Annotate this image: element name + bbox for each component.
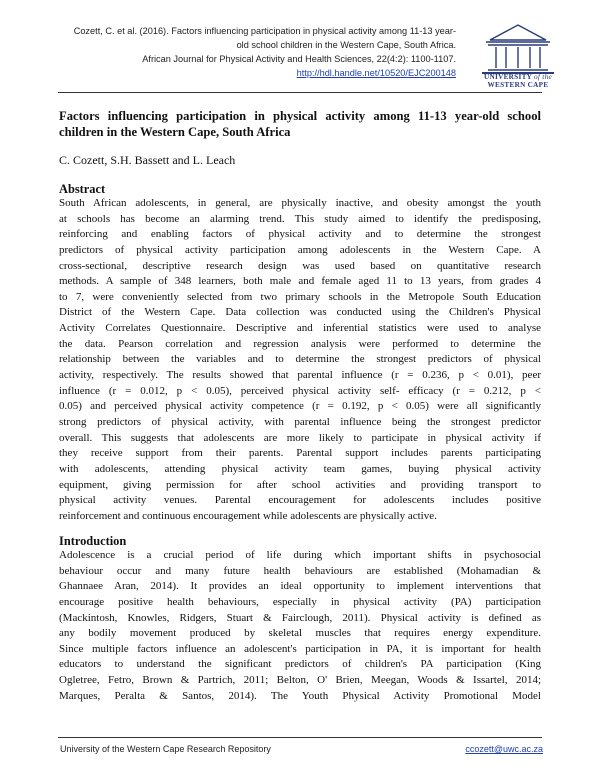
abstract-line: overall. This suggests that adolescents are more likely to participate in physical activity if	[59, 431, 541, 444]
introduction-body	[59, 548, 541, 704]
abstract-line: influence (r = 0.012, p < 0.05), perceived physical activity self- efficacy (r = 0.212, p <	[59, 384, 541, 397]
abstract-line: reinforcing and enabling factors of physical activity and to determine the strongest	[59, 228, 541, 241]
logo-line-2: WESTERN CAPE	[487, 81, 549, 89]
university-logo-text	[470, 73, 566, 89]
abstract-line: predictors of physical activity participation among adolescents in the Western Cape. A	[59, 243, 541, 256]
abstract-line: relationship between the variables and to determine the strongest predictors of physical	[59, 353, 541, 366]
abstract-line: activity, respectively. The results showed that parental influence (r = 0.236, p < 0.01), peer	[59, 369, 541, 382]
abstract-line: at schools has become an alarming trend. This study aimed to identify the predisposing,	[59, 212, 541, 225]
abstract-line: 0.05) and perceived physical activity competence (r = 0.192, p < 0.05) were all significantly	[59, 400, 541, 413]
header-divider	[58, 92, 542, 93]
abstract-line: the data. Pearson correlation and regression analysis were performed to determine the	[59, 337, 541, 350]
logo-of: of the	[534, 73, 552, 81]
introduction-line: encourage positive health behaviours, especially in physical activity (PA) participation	[59, 595, 541, 608]
introduction-line: Marques, Peralta & Santos, 2014). The Youth Physical Activity Promotional Model	[59, 689, 541, 702]
abstract-line: reinforcement and continuous encouragement while adolescents are physically active.	[59, 509, 437, 522]
abstract-line: methods. A sample of 348 learners, both male and female aged 11 to 13 years, from grades 4	[59, 275, 541, 288]
footer-divider	[58, 737, 542, 738]
footer-email-link[interactable]: ccozett@uwc.ac.za	[465, 744, 543, 754]
abstract-line: strong predictors of physical activity, with parental influence being the strongest predictor	[59, 415, 541, 428]
abstract-line: equipment, giving permission for after school activities and providing transport to	[59, 478, 541, 491]
abstract-line: District of the Western Cape. Data collection was conducted using the Children's Physical	[59, 306, 541, 319]
abstract-line: cross-sectional, descriptive research design was used based on quantitative research	[59, 259, 541, 272]
citation-link[interactable]: http://hdl.handle.net/10520/EJC200148	[296, 68, 456, 78]
paper-title: Factors influencing participation in physical activity among 11-13 year-old school children in the Western Cape, South Africa	[59, 109, 541, 139]
abstract-line: South African adolescents, in general, are physically inactive, and obesity amongst the youth	[59, 197, 541, 209]
citation-line-3: African Journal for Physical Activity and Health Sciences, 22(4:2): 1100-1107.	[142, 54, 456, 64]
logo-line-1: UNIVERSITY	[484, 73, 532, 81]
introduction-line: Since multiple factors influence an adolescent's participation in PA, it is important for health	[59, 642, 541, 655]
abstract-line: with adolescents, attending physical activity team games, buying physical activity	[59, 462, 541, 475]
citation-line-2: old school children in the Western Cape, South Africa.	[236, 40, 456, 50]
abstract-body	[59, 196, 541, 524]
introduction-line: Ogletree, Fetro, Brown & Partrich, 2011; Belton, O' Brien, Meegan, Woods & Issartel, 2014;	[59, 674, 541, 687]
abstract-line: to 7, were conveniently selected from two primary schools in the Metropole South Education	[59, 290, 541, 303]
abstract-line: physical activity venues. Parental encouragement for adolescents includes positive	[59, 494, 541, 507]
abstract-line: Activity Correlates Questionnaire. Descriptive and inferential statistics were used to analyse	[59, 322, 541, 335]
abstract-line: they receive support from their parents. Parental support includes parents participating	[59, 447, 541, 460]
introduction-line: Adolescence is a crucial period of life during which important shifts in psychosocial	[59, 549, 541, 561]
introduction-line: Ghannaee Aran, 2014). It provides an ideal opportunity to implement interventions that	[59, 580, 541, 593]
introduction-heading: Introduction	[59, 534, 127, 548]
introduction-line: any bodily movement produced by skeletal muscles that requires energy expenditure.	[59, 627, 541, 640]
footer-repository: University of the Western Cape Research Repository	[60, 744, 271, 754]
introduction-line: educators to understand the significant predictors of children's PA participation (King	[59, 658, 541, 671]
introduction-line: behaviour occur and many future health behaviours are established (Mohamadian &	[59, 564, 541, 577]
citation-line-1: Cozett, C. et al. (2016). Factors influencing participation in physical activity among 11-13 year-	[73, 26, 456, 36]
citation-header	[36, 24, 456, 80]
abstract-heading: Abstract	[59, 182, 106, 196]
introduction-line: (Mackintosh, Knowles, Ridgers, Stuart & Fairclough, 2011). Physical activity is defined as	[59, 611, 541, 624]
authors: C. Cozett, S.H. Bassett and L. Leach	[59, 153, 236, 167]
